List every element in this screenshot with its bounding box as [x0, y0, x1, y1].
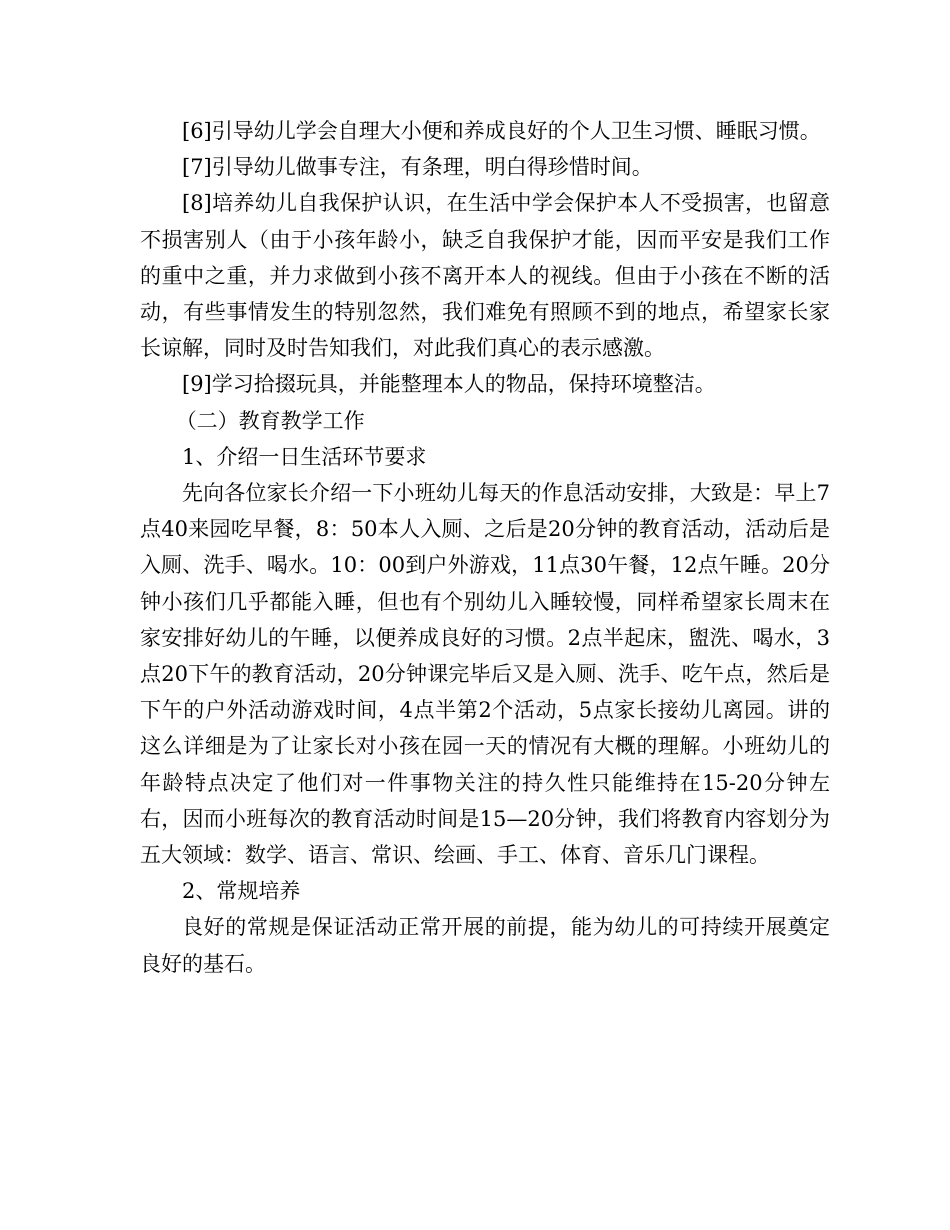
paragraph-item-8: [8]培养幼儿自我保护认识，在生活中学会保护本人不受损害，也留意不损害别人（由于小孩年龄小，缺乏自我保护才能，因而平安是我们工作的重中之重，并力求做到小孩不离开本人的视线。但由于小孩在不断的活动，有些事情发生的特别忽然，我们难免有照顾不到的地点，希望家长家长谅解，同时及时告知我们，对此我们真心的表示感激。 — [140, 191, 830, 361]
paragraph-item-9: [9]学习拾掇玩具，并能整理本人的物品，保持环境整洁。 — [182, 372, 716, 397]
section-heading-education: （二）教育教学工作 — [175, 408, 365, 433]
subheading-routine-training: 2、常规培养 — [182, 879, 301, 904]
paragraph-item-6: [6]引导幼儿学会自理大小便和养成良好的个人卫生习惯、睡眠习惯。 — [182, 119, 821, 143]
paragraph-routine-training: 良好的常规是保证活动正常开展的前提，能为幼儿的可持续开展奠定良好的基石。 — [140, 915, 830, 976]
document-body — [140, 113, 830, 982]
paragraph-item-7: [7]引导幼儿做事专注，有条理，明白得珍惜时间。 — [182, 155, 653, 180]
subheading-daily-routine: 1、介绍一日生活环节要求 — [182, 444, 427, 469]
paragraph-daily-schedule: 先向各位家长介绍一下小班幼儿每天的作息活动安排，大致是：早上7点40来园吃早餐，8：50本人入厕、之后是20分钟的教育活动，活动后是入厕、洗手、喝水。10：00到户外游戏，11点30午餐，12点午睡。20分钟小孩们几乎都能入睡，但也有个别幼儿入睡较慢，同样希望家长周末在家安排好幼儿的午睡，以便养成良好的习惯。2点半起床，盥洗、喝水，3点20下午的教育活动，20分钟课完毕后又是入厕、洗手、吃午点，然后是下午的户外活动游戏时间，4点半第2个活动，5点家长接幼儿离园。讲的这么详细是为了让家长对小孩在园一天的情况有大概的理解。小班幼儿的年龄特点决定了他们对一件事物关注的持久性只能维持在15-20分钟左右，因而小班每次的教育活动时间是15—20分钟，我们将教育内容划分为五大领域：数学、语言、常识、绘画、手工、体育、音乐几门课程。 — [140, 481, 830, 868]
